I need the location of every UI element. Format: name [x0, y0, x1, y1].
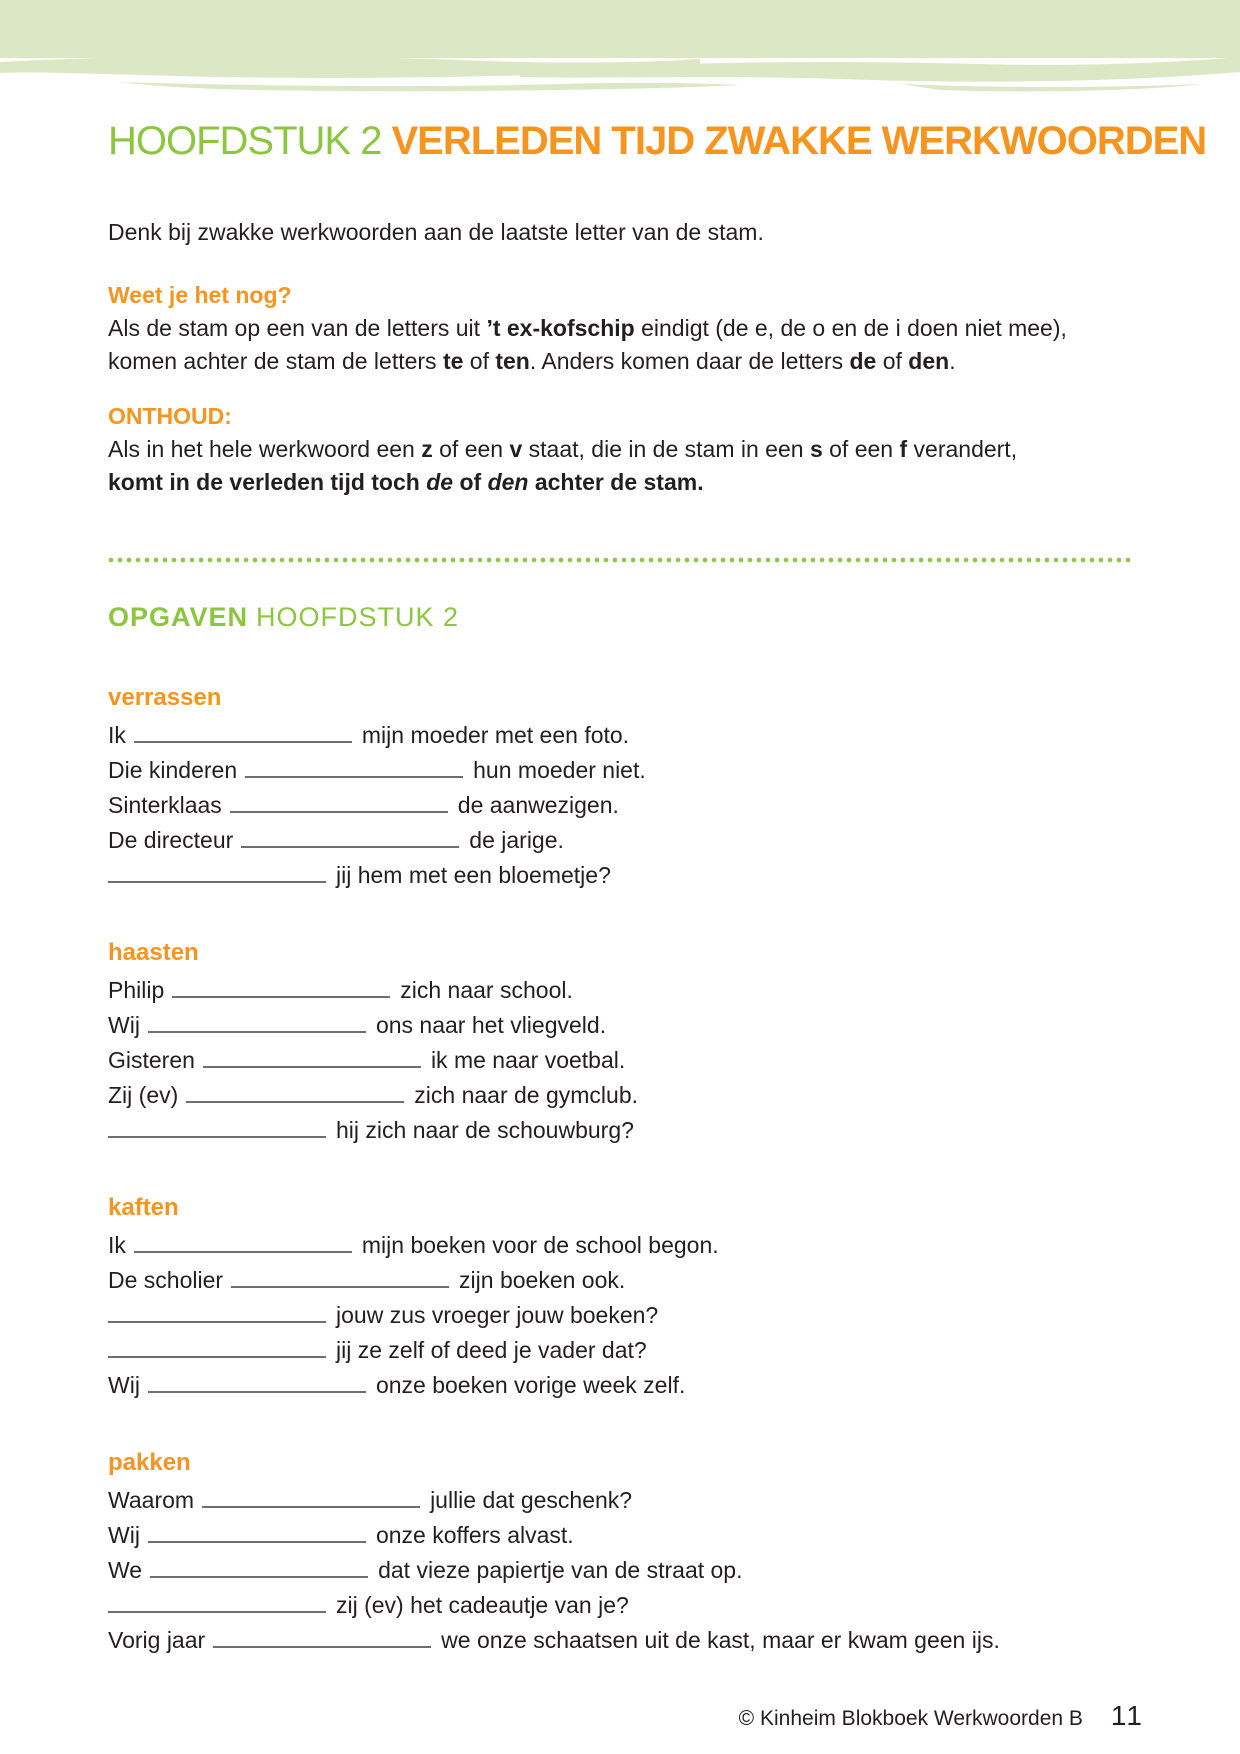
fill-in-blank — [241, 846, 459, 848]
fill-in-blank — [186, 1101, 404, 1103]
fill-in-blank — [108, 1356, 326, 1358]
text-segment: of een — [432, 436, 510, 462]
chapter-subject: VERLEDEN TIJD ZWAKKE WERKWOORDEN — [391, 119, 1207, 163]
line-prefix: We — [108, 1557, 143, 1583]
opgaven-label: OPGAVEN — [108, 602, 249, 632]
exercise-line — [108, 1043, 1130, 1078]
line-suffix: onze koffers alvast. — [375, 1522, 574, 1548]
line-prefix: Wij — [108, 1522, 140, 1548]
text-segment: verandert, — [907, 436, 1018, 462]
text-segment: . — [949, 348, 956, 374]
line-prefix: Wij — [108, 1372, 140, 1398]
line-prefix: De directeur — [108, 827, 234, 853]
text-segment: ten — [495, 348, 530, 374]
decorative-header-band — [0, 0, 1240, 100]
exercise-line — [108, 1333, 1130, 1368]
fill-in-blank — [202, 1506, 420, 1508]
exercise-line — [108, 1008, 1130, 1043]
page-footer — [0, 1700, 1240, 1732]
line-suffix: ons naar het vliegveld. — [375, 1012, 607, 1038]
text-segment: v — [509, 436, 523, 462]
exercises — [108, 683, 1130, 1658]
intro-text: Denk bij zwakke werkwoorden aan de laatste letter van de stam. — [108, 219, 764, 245]
onthoud-line-2 — [108, 466, 1130, 499]
line-suffix: mijn boeken voor de school begon. — [361, 1232, 719, 1258]
reminder-heading: Weet je het nog? — [108, 282, 292, 308]
exercise-line — [108, 1368, 1130, 1403]
line-suffix: zij (ev) het cadeautje van je? — [336, 1592, 629, 1618]
page-title — [108, 118, 1207, 164]
exercise-verb: verrassen — [108, 684, 222, 711]
line-prefix: Ik — [108, 722, 126, 748]
line-suffix: ik me naar voetbal. — [430, 1047, 626, 1073]
line-prefix: De scholier — [108, 1267, 224, 1293]
exercise-line — [108, 788, 1130, 823]
line-suffix: jij ze zelf of deed je vader dat? — [336, 1337, 647, 1363]
text-segment: of een — [822, 436, 900, 462]
opgaven-chapter-label: HOOFDSTUK 2 — [256, 602, 460, 632]
text-segment: of — [463, 348, 496, 374]
line-prefix: Die kinderen — [108, 757, 238, 783]
line-suffix: we onze schaatsen uit de kast, maar er kwam geen ijs. — [441, 1627, 1000, 1653]
text-segment: de — [426, 469, 454, 495]
onthoud-line-1 — [108, 433, 1130, 466]
exercise-line — [108, 1298, 1130, 1333]
exercise-line — [108, 753, 1130, 788]
fill-in-blank — [245, 776, 463, 778]
line-suffix: zich naar de gymclub. — [414, 1082, 639, 1108]
reminder-line-2 — [108, 345, 1130, 378]
exercise-verb: pakken — [108, 1449, 191, 1476]
text-segment: Als in het hele werkwoord een — [108, 436, 422, 462]
line-suffix: hij zich naar de schouwburg? — [336, 1117, 634, 1143]
line-prefix: Gisteren — [108, 1047, 195, 1073]
fill-in-blank — [148, 1541, 366, 1543]
line-prefix: Vorig jaar — [108, 1627, 206, 1653]
text-segment: z — [421, 436, 433, 462]
fill-in-blank — [172, 996, 390, 998]
exercise-line — [108, 1078, 1130, 1113]
reminder-section — [108, 279, 1130, 378]
line-prefix: Sinterklaas — [108, 792, 222, 818]
exercise-verb: kaften — [108, 1194, 179, 1221]
line-suffix: jullie dat geschenk? — [430, 1487, 633, 1513]
fill-in-blank — [150, 1576, 368, 1578]
onthoud-heading: ONTHOUD: — [108, 403, 232, 429]
text-segment: komt in de verleden tijd toch — [108, 469, 427, 495]
exercise-line — [108, 823, 1130, 858]
text-segment: te — [442, 348, 464, 374]
chapter-label: HOOFDSTUK 2 — [108, 119, 382, 163]
line-prefix: Waarom — [108, 1487, 195, 1513]
fill-in-blank — [108, 1611, 326, 1613]
text-segment: ’t ex-kofschip — [486, 315, 635, 341]
line-suffix: zijn boeken ook. — [459, 1267, 626, 1293]
fill-in-blank — [134, 1251, 352, 1253]
opgaven-heading — [108, 599, 1130, 635]
text-segment: Als de stam op een van de letters uit — [108, 315, 487, 341]
text-segment: . Anders komen daar de letters — [529, 348, 850, 374]
fill-in-blank — [230, 811, 448, 813]
exercise-line — [108, 858, 1130, 893]
line-suffix: onze boeken vorige week zelf. — [375, 1372, 686, 1398]
fill-in-blank — [231, 1286, 449, 1288]
text-segment: of — [876, 348, 909, 374]
fill-in-blank — [148, 1031, 366, 1033]
onthoud-section — [108, 400, 1130, 499]
exercise-section-haasten — [108, 938, 1130, 1148]
line-suffix: dat vieze papiertje van de straat op. — [378, 1557, 743, 1583]
text-segment: komen achter de stam de letters — [108, 348, 443, 374]
exercise-line — [108, 1228, 1130, 1263]
exercise-line — [108, 1113, 1130, 1148]
exercise-line — [108, 1483, 1130, 1518]
text-segment: of — [453, 469, 488, 495]
line-suffix: jouw zus vroeger jouw boeken? — [336, 1302, 659, 1328]
fill-in-blank — [134, 741, 352, 743]
text-segment: f — [899, 436, 908, 462]
exercise-line — [108, 1553, 1130, 1588]
text-segment: den — [908, 348, 950, 374]
reminder-line-1 — [108, 312, 1130, 345]
exercise-verb: haasten — [108, 939, 199, 966]
text-segment: de — [849, 348, 877, 374]
text-segment: s — [809, 436, 823, 462]
line-prefix: Philip — [108, 977, 165, 1003]
exercise-line — [108, 718, 1130, 753]
fill-in-blank — [203, 1066, 421, 1068]
text-segment: achter de stam. — [528, 469, 704, 495]
exercise-line — [108, 1518, 1130, 1553]
line-suffix: mijn moeder met een foto. — [361, 722, 630, 748]
line-prefix: Ik — [108, 1232, 126, 1258]
line-suffix: de jarige. — [469, 827, 564, 853]
text-segment: eindigt (de e, de o en de i doen niet mee), — [634, 315, 1067, 341]
dotted-divider — [108, 557, 1130, 563]
exercise-line — [108, 1588, 1130, 1623]
exercise-section-kaften — [108, 1193, 1130, 1403]
exercise-line — [108, 1623, 1130, 1658]
copyright-text: © Kinheim Blokboek Werkwoorden B — [738, 1707, 1083, 1730]
fill-in-blank — [148, 1391, 366, 1393]
exercise-section-pakken — [108, 1448, 1130, 1658]
exercise-section-verrassen — [108, 683, 1130, 893]
line-suffix: zich naar school. — [400, 977, 573, 1003]
line-suffix: jij hem met een bloemetje? — [336, 862, 611, 888]
page-number: 11 — [1110, 1700, 1144, 1731]
line-suffix: hun moeder niet. — [473, 757, 646, 783]
exercise-line — [108, 973, 1130, 1008]
fill-in-blank — [213, 1646, 431, 1648]
fill-in-blank — [108, 1321, 326, 1323]
text-segment: staat, die in de stam in een — [522, 436, 810, 462]
line-suffix: de aanwezigen. — [457, 792, 619, 818]
line-prefix: Wij — [108, 1012, 140, 1038]
text-segment: den — [487, 469, 529, 495]
fill-in-blank — [108, 881, 326, 883]
line-prefix: Zij (ev) — [108, 1082, 179, 1108]
page-content — [0, 118, 1240, 1658]
exercise-line — [108, 1263, 1130, 1298]
fill-in-blank — [108, 1136, 326, 1138]
